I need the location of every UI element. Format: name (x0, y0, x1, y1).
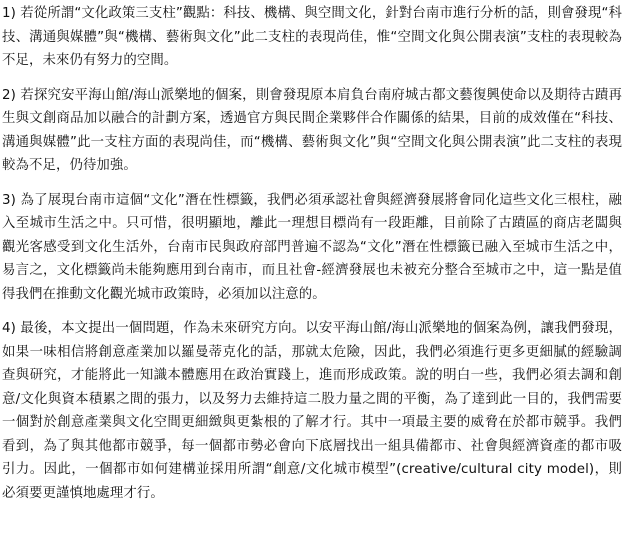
paragraph-2: 2) 若探究安平海山館/海山派樂地的個案，則會發現原本肩負台南府城古都文藝復興使命以及期待古蹟再生與文創商品加以融合的計劃方案，透過官方與民間企業夥伴合作關係的結果，目前的成效僅在“科技、溝通與媒體”此一支柱方面的表現尚佳，而“機構、藝術與文化”與“空間文化與公開表演”此二支柱的表現較為不足，仍待加強。 (2, 87, 622, 173)
paragraph-3: 3) 為了展現台南市這個“文化”潛在性標籤，我們必須承認社會與經濟發展將會同化這些文化三根柱，融入至城市生活之中。只可惜，很明顯地，離此一理想目標尚有一段距離，目前除了古蹟區的商店老闆與觀光客感受到文化生活外，台南市民與政府部門普遍不認為“文化”潛在性標籤已融入至城市生活之中，易言之，文化標籤尚未能夠應用到台南市，而且社會-經濟發展也未被充分整合至城市之中，這一點是值得我們在推動文化觀光城市政策時，必須加以注意的。 (2, 192, 622, 302)
paragraph-4: 4) 最後，本文提出一個問題，作為未來研究方向。以安平海山館/海山派樂地的個案為例，讓我們發現，如果一味相信將創意產業加以羅曼蒂克化的話，那就太危險，因此，我們必須進行更多更細膩的經驗調查與研究，才能將此一知識本體應用在政治實踐上，進而形成政策。說的明白一些，我們必須去調和創意/文化與資本積累之間的張力，以及努力去維持這二股力量之間的平衡，為了達到此一目的，我們需要一個對於創意產業與文化空間更細緻與更紮根的了解才行。其中一項最主要的威脅在於都市競爭。我們看到，為了與其他都市競爭，每一個都市勢必會向下底層找出一組具備都市、社會與經濟資產的都市吸引力。因此，一個都市如何建構並採用所謂“創意/文化城市模型”(creative/cultural city model)，則必須要更謹慎地處理才行。 (2, 321, 622, 501)
paragraph-1: 1) 若從所謂“文化政策三支柱”觀點：科技、機構、與空間文化，針對台南市進行分析的話，則會發現“科技、溝通與媒體”與“機構、藝術與文化”此二支柱的表現尚佳，惟“空間文化與公開表演”支柱的表現較為不足，未來仍有努力的空間。 (2, 6, 622, 68)
document-body (2, 2, 622, 505)
